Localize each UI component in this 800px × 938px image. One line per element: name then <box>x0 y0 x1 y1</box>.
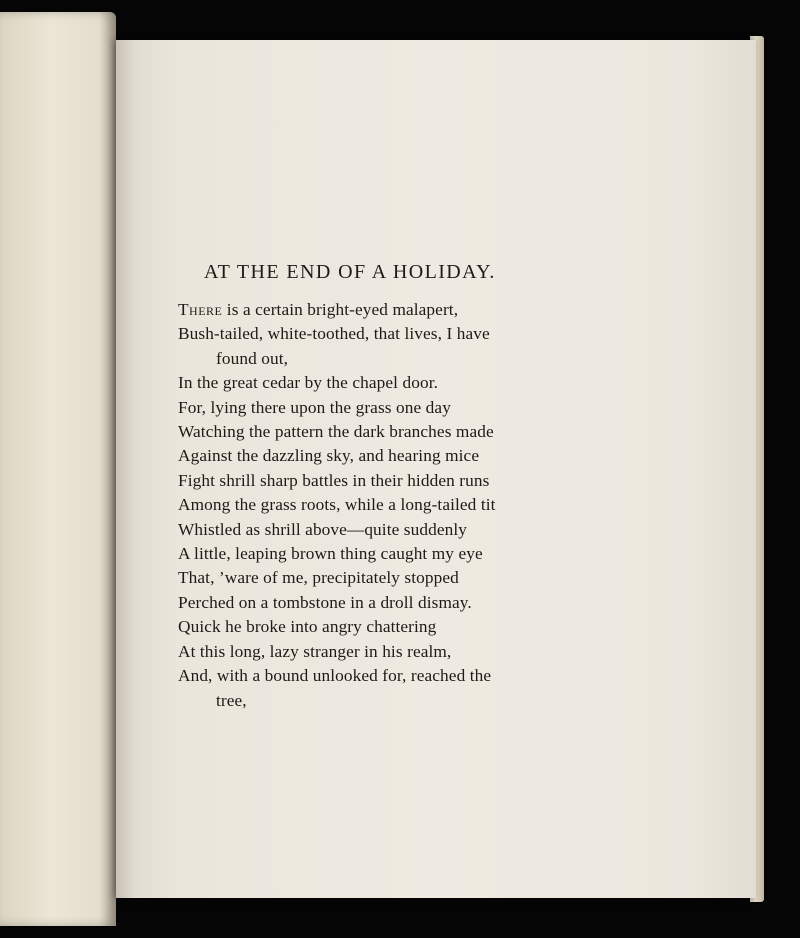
poem-line: Quick he broke into angry chattering <box>178 617 437 637</box>
right-page <box>116 40 756 898</box>
poem-block <box>178 258 598 713</box>
first-word: There <box>178 300 223 319</box>
poem-line-1 <box>178 298 598 322</box>
poem-line: Against the dazzling sky, and hearing mice <box>178 446 480 466</box>
poem-line: And, with a bound unlooked for, reached the <box>178 666 492 686</box>
poem-line: Watching the pattern the dark branches made <box>178 422 494 442</box>
poem-title: AT THE END OF A HOLIDAY. <box>204 261 496 283</box>
poem-line: Among the grass roots, while a long-tailed tit <box>178 495 496 515</box>
poem-line: At this long, lazy stranger in his realm, <box>178 641 452 661</box>
poem-line: Perched on a tombstone in a droll dismay. <box>178 592 472 612</box>
poem-line: Fight shrill sharp battles in their hidden runs <box>178 470 490 490</box>
poem-line: That, ’ware of me, precipitately stopped <box>178 568 459 588</box>
poem-line: In the great cedar by the chapel door. <box>178 373 439 393</box>
poem-line-continuation: tree, <box>216 690 247 710</box>
poem-line-continuation: found out, <box>216 348 289 368</box>
poem-line: A little, leaping brown thing caught my eye <box>178 544 483 564</box>
first-line-rest: is a certain bright-eyed malapert, <box>222 300 459 319</box>
poem-line: Whistled as shrill above—quite suddenly <box>178 519 467 539</box>
poem-lines <box>178 298 598 713</box>
poem-line: Bush-tailed, white-toothed, that lives, I have <box>178 324 490 344</box>
left-page <box>0 12 116 926</box>
poem-line: For, lying there upon the grass one day <box>178 397 451 417</box>
